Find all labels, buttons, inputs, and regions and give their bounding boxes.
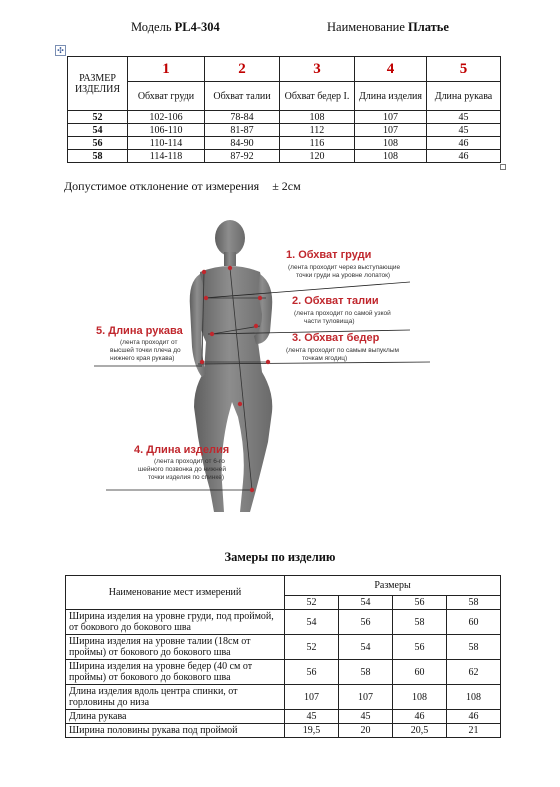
- column-number: 2: [205, 57, 280, 82]
- measure-value: 108: [447, 685, 501, 710]
- measure-value: 46: [393, 710, 447, 724]
- value-cell: 116: [280, 137, 355, 150]
- value-cell: 107: [355, 111, 427, 124]
- size-cell: 54: [68, 124, 128, 137]
- name-label: Наименование: [327, 20, 405, 34]
- measurements-table: [65, 575, 501, 738]
- column-header: Обхват бедер I.: [280, 82, 355, 111]
- measure-value: 58: [339, 660, 393, 685]
- measure-value: 56: [339, 610, 393, 635]
- value-cell: 81-87: [205, 124, 280, 137]
- size-corner-label: РАЗМЕР ИЗДЕЛИЯ: [68, 57, 128, 111]
- measure-value: 56: [393, 635, 447, 660]
- column-header: Длина изделия: [355, 82, 427, 111]
- measure-value: 46: [447, 710, 501, 724]
- size-table-number-row: [68, 57, 501, 82]
- model-line: [131, 20, 220, 35]
- measure-value: 58: [393, 610, 447, 635]
- model-label: Модель: [131, 20, 172, 34]
- table-row: [66, 635, 501, 660]
- name-line: [327, 20, 449, 35]
- size-header-cell: 52: [285, 596, 339, 610]
- measure-value: 107: [285, 685, 339, 710]
- table-row: [66, 724, 501, 738]
- label-chest-title: 1. Обхват груди: [286, 249, 372, 261]
- label-hips-note: точкам ягодиц): [302, 355, 348, 362]
- label-sleeve-note: высшей точки плеча до: [110, 347, 181, 354]
- measure-value: 20: [339, 724, 393, 738]
- measure-name: Длина рукава: [66, 710, 285, 724]
- label-length-note: (лента проходит от 6-го: [154, 458, 225, 465]
- table-row: [68, 150, 501, 163]
- size-cell: 56: [68, 137, 128, 150]
- measurements-header-row: [66, 576, 501, 596]
- table-row: [66, 660, 501, 685]
- deviation-label: Допустимое отклонение от измерения: [64, 179, 260, 193]
- deviation-value: ± 2см: [272, 179, 301, 193]
- label-waist-title: 2. Обхват талии: [292, 295, 379, 307]
- value-cell: 45: [427, 111, 501, 124]
- measure-value: 45: [339, 710, 393, 724]
- table-row: [66, 710, 501, 724]
- label-sleeve-note: нижнего края рукава): [110, 355, 175, 362]
- value-cell: 108: [280, 111, 355, 124]
- deviation-line: [64, 179, 301, 194]
- measure-value: 21: [447, 724, 501, 738]
- value-cell: 107: [355, 124, 427, 137]
- value-cell: 120: [280, 150, 355, 163]
- table-move-handle-icon[interactable]: ✣: [55, 45, 66, 56]
- value-cell: 112: [280, 124, 355, 137]
- measure-name: Длина изделия вдоль центра спинки, от горловины до низа: [66, 685, 285, 710]
- size-table: [67, 56, 501, 163]
- size-header-cell: 58: [447, 596, 501, 610]
- value-cell: 114-118: [128, 150, 205, 163]
- name-header: Наименование мест измерений: [66, 576, 285, 610]
- measure-value: 60: [393, 660, 447, 685]
- value-cell: 110-114: [128, 137, 205, 150]
- column-number: 1: [128, 57, 205, 82]
- measure-name: Ширина половины рукава под проймой: [66, 724, 285, 738]
- size-cell: 52: [68, 111, 128, 124]
- column-header: Обхват талии: [205, 82, 280, 111]
- label-length-title: 4. Длина изделия: [134, 444, 230, 456]
- size-header-cell: 56: [393, 596, 447, 610]
- label-waist-note: (лента проходит по самой узкой: [294, 310, 391, 317]
- column-number: 5: [427, 57, 501, 82]
- value-cell: 45: [427, 124, 501, 137]
- column-number: 3: [280, 57, 355, 82]
- table-resize-handle[interactable]: [500, 164, 506, 170]
- name-value: Платье: [408, 20, 449, 34]
- measure-value: 60: [447, 610, 501, 635]
- measure-value: 56: [285, 660, 339, 685]
- measure-name: Ширина изделия на уровне бедер (40 см от проймы) от бокового до бокового шва: [66, 660, 285, 685]
- table-row: [68, 137, 501, 150]
- label-sleeve-note: (лента проходит от: [120, 339, 178, 346]
- measure-value: 20,5: [393, 724, 447, 738]
- value-cell: 108: [355, 150, 427, 163]
- value-cell: 46: [427, 137, 501, 150]
- measure-name: Ширина изделия на уровне талии (18см от проймы) от бокового до бокового шва: [66, 635, 285, 660]
- column-header: Обхват груди: [128, 82, 205, 111]
- size-table-header-row: [68, 82, 501, 111]
- value-cell: 78-84: [205, 111, 280, 124]
- column-header: Длина рукава: [427, 82, 501, 111]
- measure-value: 58: [447, 635, 501, 660]
- label-waist-note: части туловища): [304, 318, 355, 325]
- size-cell: 58: [68, 150, 128, 163]
- label-length-note: шейного позвонка до нижней: [138, 466, 226, 473]
- measure-value: 62: [447, 660, 501, 685]
- table-row: [66, 685, 501, 710]
- measurements-title: Замеры по изделию: [224, 550, 336, 564]
- value-cell: 106-110: [128, 124, 205, 137]
- measure-value: 52: [285, 635, 339, 660]
- measure-value: 54: [339, 635, 393, 660]
- model-code: PL4-304: [174, 20, 220, 34]
- measure-value: 45: [285, 710, 339, 724]
- measure-value: 19,5: [285, 724, 339, 738]
- measure-value: 108: [393, 685, 447, 710]
- measure-value: 107: [339, 685, 393, 710]
- label-chest-note: (лента проходит через выступающие: [288, 264, 401, 271]
- measure-value: 54: [285, 610, 339, 635]
- measurement-figure: [90, 212, 450, 524]
- table-row: [68, 111, 501, 124]
- value-cell: 102-106: [128, 111, 205, 124]
- value-cell: 87-92: [205, 150, 280, 163]
- value-cell: 46: [427, 150, 501, 163]
- table-row: [66, 610, 501, 635]
- size-header-cell: 54: [339, 596, 393, 610]
- table-row: [68, 124, 501, 137]
- value-cell: 84-90: [205, 137, 280, 150]
- column-number: 4: [355, 57, 427, 82]
- label-sleeve-title: 5. Длина рукава: [96, 325, 183, 337]
- value-cell: 108: [355, 137, 427, 150]
- label-hips-title: 3. Обхват бедер: [292, 332, 380, 344]
- label-chest-note: точки груди на уровне лопаток): [296, 272, 391, 279]
- label-length-note: точки изделия по спинке): [148, 474, 225, 481]
- measure-name: Ширина изделия на уровне груди, под проймой, от бокового до бокового шва: [66, 610, 285, 635]
- label-hips-note: (лента проходит по самым выпуклым: [286, 347, 399, 354]
- sizes-header: Размеры: [285, 576, 501, 596]
